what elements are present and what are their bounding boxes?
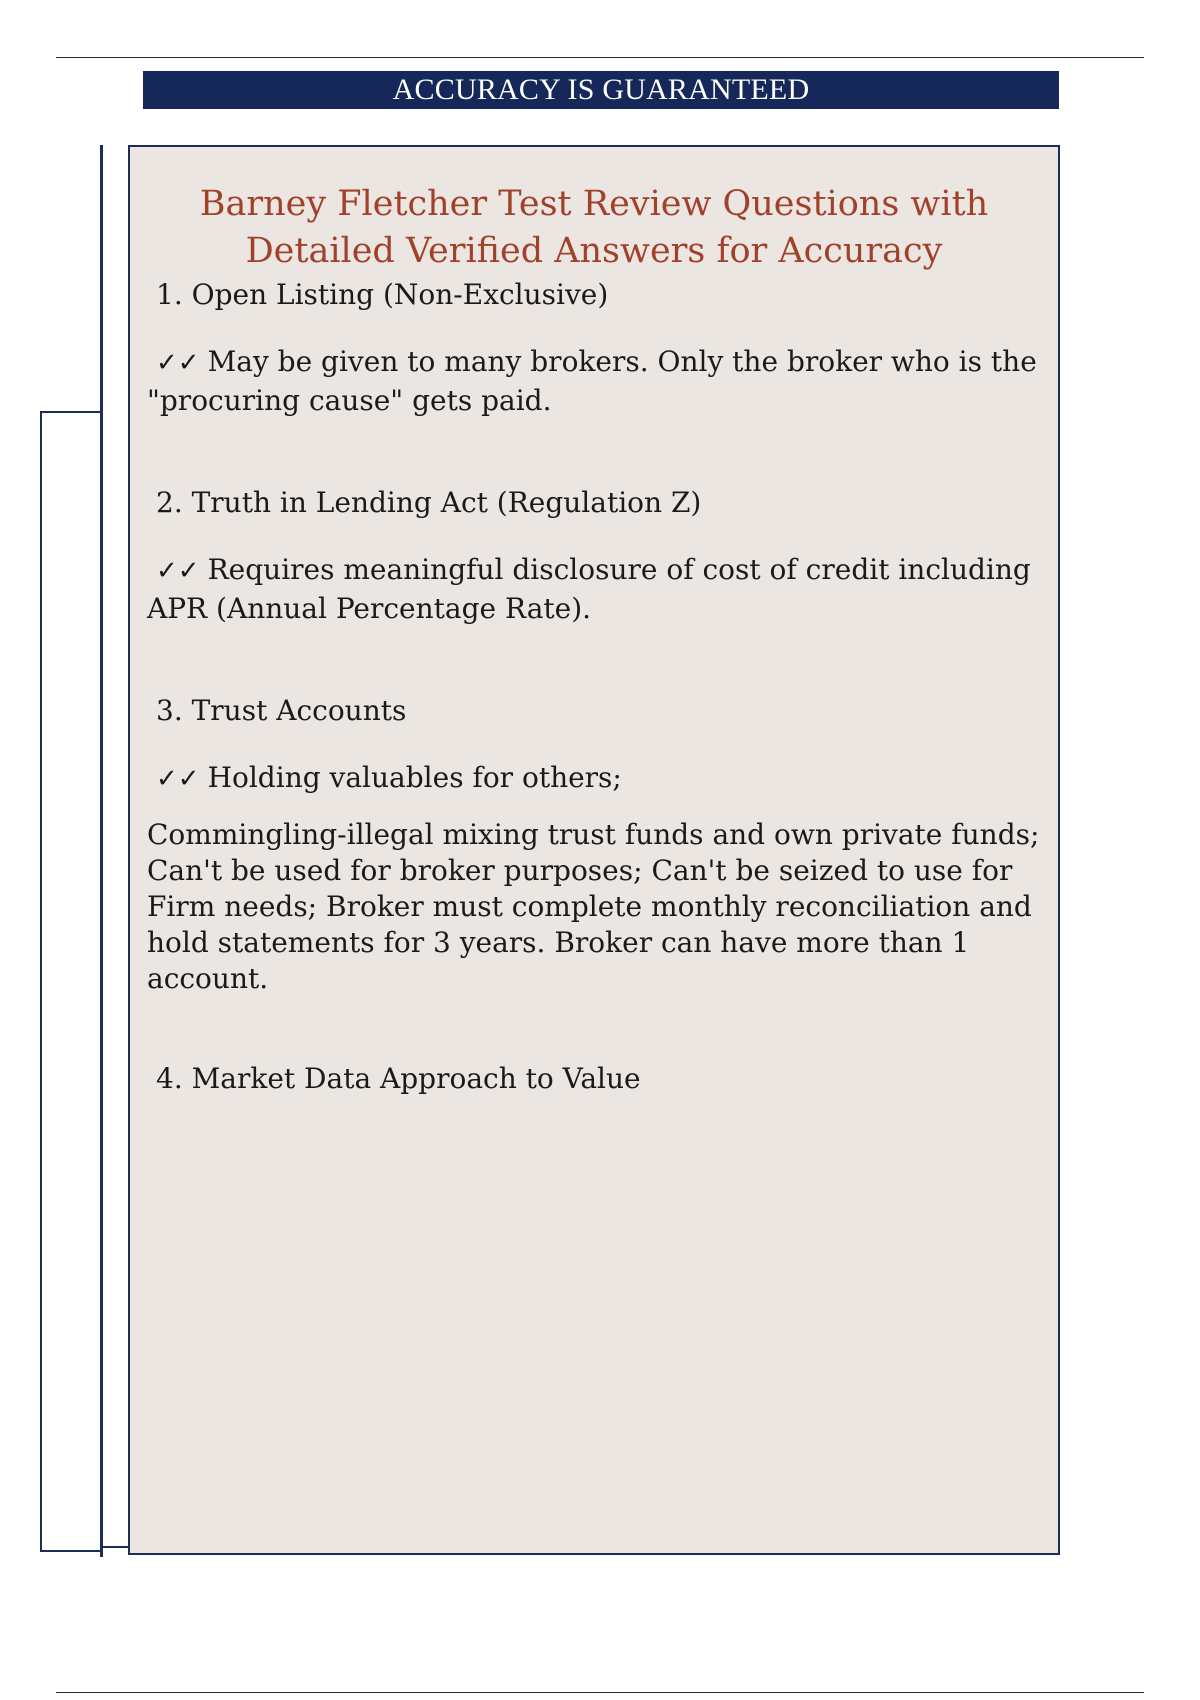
answer-1-text: May be given to many brokers. Only the broker who is the "procuring cause" gets paid.	[147, 345, 1037, 417]
answer-3-details: Commingling-illegal mixing trust funds and own private funds; Can't be used for broker purposes; Can't be seized to use for Firm needs; Broker must complete monthly reconciliation and hold statements for 3 years. Broker can have more than 1 account.	[147, 818, 1040, 995]
question-3: 3. Trust Accounts	[156, 694, 407, 727]
double-check-icon: ✓✓	[156, 764, 200, 794]
question-1: 1. Open Listing (Non-Exclusive)	[156, 278, 609, 311]
answer-2-text: Requires meaningful disclosure of cost of credit including APR (Annual Percentage Rate).	[147, 553, 1031, 625]
answer-3-text: Holding valuables for others;	[207, 761, 622, 794]
document-title	[130, 181, 1058, 275]
answer-3	[147, 759, 1047, 798]
question-2: 2. Truth in Lending Act (Regulation Z)	[156, 486, 702, 519]
document-title-line-2: Detailed Verified Answers for Accuracy	[245, 231, 943, 271]
document-card	[128, 145, 1060, 1555]
decorative-bracket-outer	[40, 411, 102, 1552]
double-check-icon: ✓✓	[156, 348, 200, 378]
accuracy-banner: ACCURACY IS GUARANTEED	[143, 71, 1059, 109]
decorative-bracket-line	[100, 145, 103, 1557]
bottom-rule	[56, 1692, 1144, 1693]
answer-1	[147, 343, 1047, 420]
question-4: 4. Market Data Approach to Value	[156, 1062, 641, 1095]
top-rule	[56, 57, 1144, 58]
double-check-icon: ✓✓	[156, 556, 200, 586]
document-title-line-1: Barney Fletcher Test Review Questions with	[199, 184, 989, 224]
answer-2	[147, 551, 1047, 628]
